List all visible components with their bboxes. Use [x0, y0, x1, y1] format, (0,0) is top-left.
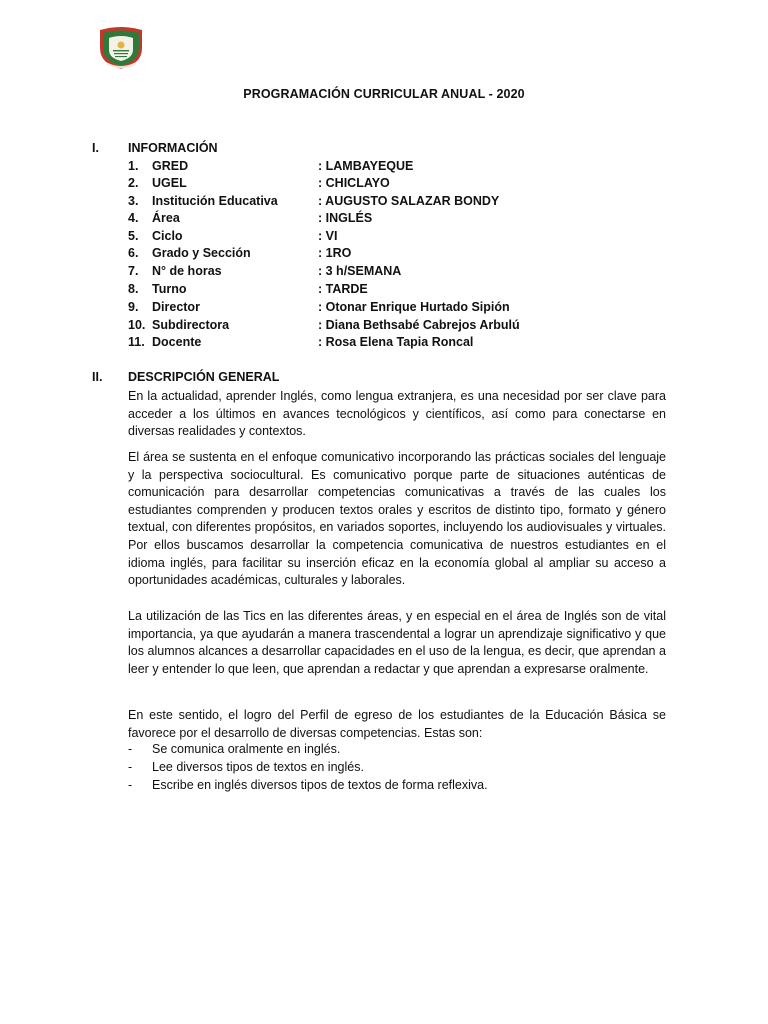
- info-number: 8.: [128, 282, 139, 296]
- info-number: 2.: [128, 176, 139, 190]
- info-number: 1.: [128, 159, 139, 173]
- info-number: 6.: [128, 246, 139, 260]
- info-value: : Diana Bethsabé Cabrejos Arbulú: [318, 318, 520, 332]
- info-label: Área: [152, 211, 180, 225]
- info-label: Director: [152, 300, 200, 314]
- section-numeral: II.: [92, 370, 103, 384]
- info-value: : 1RO: [318, 246, 352, 260]
- info-number: 9.: [128, 300, 139, 314]
- info-value: : AUGUSTO SALAZAR BONDY: [318, 194, 500, 208]
- list-dash: -: [128, 760, 133, 774]
- info-number: 5.: [128, 229, 139, 243]
- section-title: INFORMACIÓN: [128, 141, 218, 155]
- info-value: : TARDE: [318, 282, 368, 296]
- info-number: 10.: [128, 318, 146, 332]
- list-text: Se comunica oralmente en inglés.: [152, 742, 341, 756]
- page-title: PROGRAMACIÓN CURRICULAR ANUAL - 2020: [243, 87, 525, 101]
- school-crest-icon: [96, 26, 146, 70]
- info-value: : Otonar Enrique Hurtado Sipión: [318, 300, 510, 314]
- section-numeral: I.: [92, 141, 99, 155]
- info-number: 3.: [128, 194, 139, 208]
- paragraph-approach: El área se sustenta en el enfoque comunicativo incorporando las prácticas sociales del lenguaje y la perspectiva sociocultural. Es comunicativo porque parte de situaciones auténticas de comunicación para desarrollar competencias comunicativas a través de las cuales los estudiantes comprenden y producen textos orales y escritos de distinto tipo, formato y género textual, con diferentes propósitos, en variados soportes, incluyendo los audiovisuales y virtuales. Por ellos buscamos desarrollar la competencia comunicativa de nuestros estudiantes en el idioma inglés, para facilitar su inserción eficaz en la economía global al ampliar su acceso a oportunidades académicas, culturales y laborales.: [128, 450, 666, 588]
- info-label: Turno: [152, 282, 187, 296]
- list-text: Lee diversos tipos de textos en inglés.: [152, 760, 364, 774]
- paragraph-intro: En la actualidad, aprender Inglés, como lengua extranjera, es una necesidad por ser clave para acceder a los últimos en avances tecnológicos y científicos, así como para conectarse en diversas realidades y contextos.: [128, 389, 666, 439]
- info-label: Ciclo: [152, 229, 183, 243]
- info-value: : 3 h/SEMANA: [318, 264, 402, 278]
- section-title: DESCRIPCIÓN GENERAL: [128, 370, 280, 384]
- info-label: GRED: [152, 159, 189, 173]
- list-dash: -: [128, 742, 133, 756]
- info-label: UGEL: [152, 176, 187, 190]
- info-label: Grado y Sección: [152, 246, 251, 260]
- info-value: : CHICLAYO: [318, 176, 390, 190]
- paragraph-tics: La utilización de las Tics en las diferentes áreas, y en especial en el área de Inglés son de vital importancia, ya que ayudarán a manera trascendental a lograr un aprendizaje significativo y que los alumnos alcances a desarrollar capacidades en el uso de la lengua, es decir, que aprendan a leer y entender lo que leen, que aprendan a redactar y que aprendan a expresarse oralmente.: [128, 609, 666, 676]
- info-label: Institución Educativa: [152, 194, 278, 208]
- info-number: 11.: [128, 335, 145, 349]
- info-value: : INGLÉS: [318, 211, 373, 225]
- info-label: Subdirectora: [152, 318, 230, 332]
- list-text: Escribe en inglés diversos tipos de textos de forma reflexiva.: [152, 778, 488, 792]
- info-number: 7.: [128, 264, 139, 278]
- info-number: 4.: [128, 211, 139, 225]
- info-label: N° de horas: [152, 264, 222, 278]
- list-dash: -: [128, 778, 133, 792]
- paragraph-competencies: En este sentido, el logro del Perfil de egreso de los estudiantes de la Educación Básica se favorece por el desarrollo de diversas competencias. Estas son:: [128, 708, 666, 740]
- info-label: Docente: [152, 335, 202, 349]
- info-value: : Rosa Elena Tapia Roncal: [318, 335, 474, 349]
- info-value: : LAMBAYEQUE: [318, 159, 414, 173]
- info-value: : VI: [318, 229, 338, 243]
